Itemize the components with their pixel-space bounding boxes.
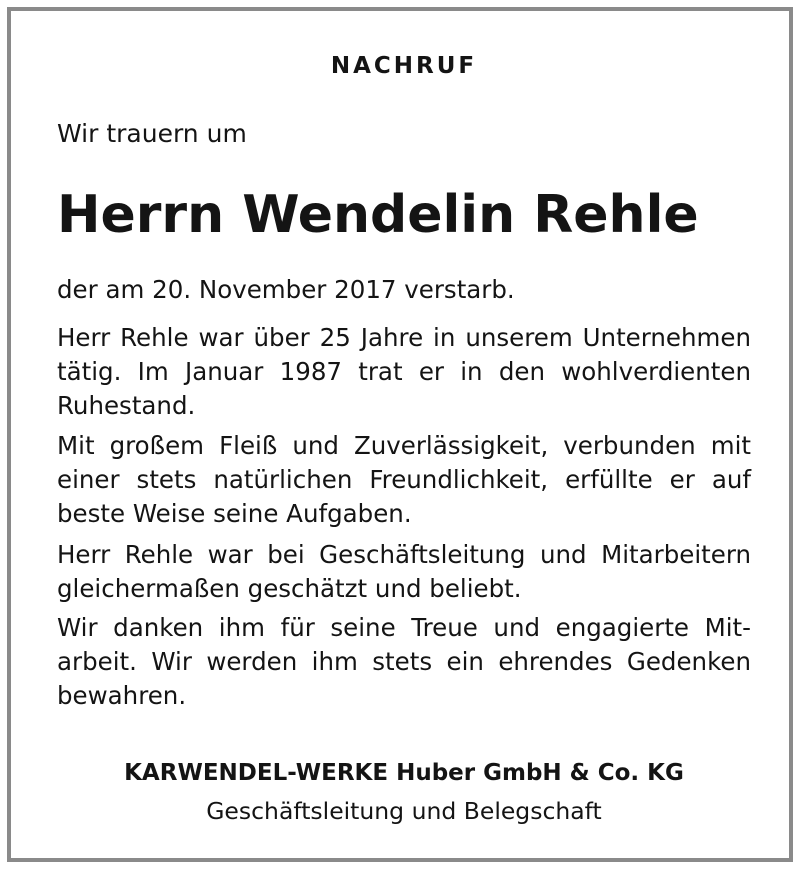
obituary-frame: [7, 7, 793, 862]
paragraph-character: Mit großem Fleiß und Zuverlässigkeit, verbunden mit einer stets natürlichen Freundlichkeit, erfüllte er auf beste Weise seine Aufgaben.: [57, 431, 751, 528]
signatories: Geschäftsleitung und Belegschaft: [206, 797, 602, 825]
company-name: KARWENDEL-WERKE Huber GmbH & Co. KG: [124, 760, 684, 786]
obituary-heading: NACHRUF: [330, 53, 478, 79]
paragraph-death-date: der am 20. November 2017 verstarb.: [57, 275, 515, 304]
paragraph-thanks: Wir danken ihm für seine Treue und engagierte Mitarbeit. Wir werden ihm stets ein ehrendes Gedenken bewahren.: [57, 613, 751, 710]
paragraph-esteem: Herr Rehle war bei Geschäftsleitung und Mitarbeitern gleichermaßen geschätzt und beliebt.: [57, 540, 751, 603]
intro-text: Wir trauern um: [57, 119, 247, 148]
deceased-name: Herrn Wendelin Rehle: [57, 185, 699, 245]
paragraph-employment: Herr Rehle war über 25 Jahre in unserem Unternehmen tätig. Im Januar 1987 trat er in den wohlverdienten Ruhestand.: [57, 323, 751, 420]
